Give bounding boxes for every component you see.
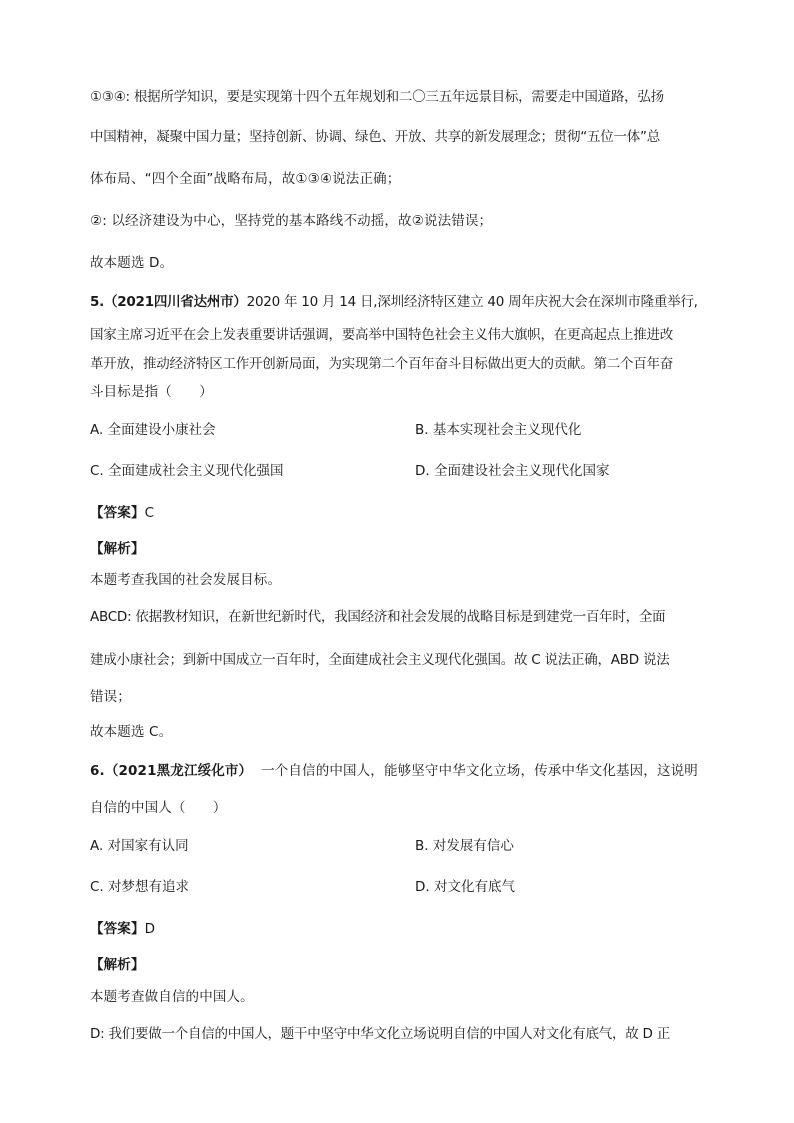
q6-stem-line-1 xyxy=(90,761,698,781)
q5-option-a-text: 全面建设小康社会 xyxy=(107,422,216,438)
q6-stem-line-2: 自信的中国人（ ） xyxy=(90,800,227,816)
q6-analysis-line-1: 本题考查做自信的中国人。 xyxy=(90,989,254,1005)
q5-answer-value: C xyxy=(144,505,155,521)
q5-stem-line-3: 革开放，推动经济特区工作开创新局面，为实现第二个百年奋斗目标做出更大的贡献。第二个百年奋 xyxy=(90,356,673,372)
q5-analysis-line-2: ABCD: 依据教材知识，在新世纪新时代，我国经济和社会发展的战略目标是到建党一百年时，全面 xyxy=(90,609,666,625)
q5-option-b xyxy=(415,420,581,440)
q5-option-c-letter: C. xyxy=(90,463,104,479)
q5-option-a-letter: A. xyxy=(90,422,104,438)
q5-answer xyxy=(90,503,154,523)
q4-analysis-line-4: ②: 以经济建设为中心，坚持党的基本路线不动摇，故②说法错误； xyxy=(90,213,493,229)
q6-option-c-letter: C. xyxy=(90,879,104,895)
q5-analysis-line-3: 建成小康社会；到新中国成立一百年时，全面建成社会主义现代化强国。故 C 说法正确，ABD 说法 xyxy=(90,652,670,668)
q5-stem-line-1 xyxy=(90,292,698,312)
q6-source: 6.（2021黑龙江绥化市） xyxy=(90,763,253,779)
q5-option-d-letter: D. xyxy=(415,463,430,479)
q6-option-b xyxy=(415,836,514,856)
q6-answer-label: 【答案】 xyxy=(90,921,145,937)
q6-answer-value: D xyxy=(144,921,156,937)
q6-answer xyxy=(90,919,155,939)
q4-analysis-line-1: ①③④: 根据所学知识，要是实现第十四个五年规划和二〇三五年远景目标，需要走中国道路，弘扬 xyxy=(90,89,664,105)
q5-source: 5.（2021四川省达州市） xyxy=(90,294,247,310)
q6-option-b-text: 对发展有信心 xyxy=(432,838,514,854)
q5-stem-line-2: 国家主席习近平在会上发表重要讲话强调，要高举中国特色社会主义伟大旗帜，在更高起点上推进改 xyxy=(90,327,673,343)
q5-stem-line-4: 斗目标是指（ ） xyxy=(90,384,213,400)
q5-analysis-line-1: 本题考查我国的社会发展目标。 xyxy=(90,572,282,588)
q6-option-a-letter: A. xyxy=(90,838,104,854)
q5-option-d-text: 全面建设社会主义现代化国家 xyxy=(433,463,610,479)
q5-answer-label: 【答案】 xyxy=(90,505,145,521)
q6-option-c-text: 对梦想有追求 xyxy=(108,879,190,895)
q5-analysis-line-4: 错误； xyxy=(90,689,131,705)
q5-option-c xyxy=(90,461,284,481)
q6-stem-text-1: 一个自信的中国人，能够坚守中华文化立场，传承中华文化基因，这说明 xyxy=(261,763,698,779)
q6-analysis-label: 【解析】 xyxy=(90,957,145,973)
q5-option-a xyxy=(90,420,216,440)
q6-option-d xyxy=(415,877,515,897)
q4-analysis-line-2: 中国精神，凝聚中国力量；坚持创新、协调、绿色、开放、共享的新发展理念；贯彻“五位一体”总 xyxy=(90,129,660,145)
q5-option-c-text: 全面建成社会主义现代化强国 xyxy=(108,463,284,479)
q6-option-d-letter: D. xyxy=(415,879,430,895)
q6-option-d-text: 对文化有底气 xyxy=(433,879,515,895)
q6-analysis-line-2: D: 我们要做一个自信的中国人，题干中坚守中华文化立场说明自信的中国人对文化有底气，故 D 正 xyxy=(90,1026,670,1042)
q6-option-b-letter: B. xyxy=(415,838,429,854)
q5-stem-text-1: 2020 年 10 月 14 日,深圳经济特区建立 40 周年庆祝大会在深圳市隆重举行, xyxy=(246,294,698,310)
q5-analysis-label: 【解析】 xyxy=(90,541,145,557)
q5-option-d xyxy=(415,461,609,481)
q6-option-a xyxy=(90,836,189,856)
q6-option-c xyxy=(90,877,189,897)
q4-analysis-line-3: 体布局、“四个全面”战略布局，故①③④说法正确； xyxy=(90,171,401,187)
q5-option-b-letter: B. xyxy=(415,422,429,438)
q5-option-b-text: 基本实现社会主义现代化 xyxy=(432,422,582,438)
q5-conclusion: 故本题选 C。 xyxy=(90,724,173,740)
q4-conclusion: 故本题选 D。 xyxy=(90,255,174,271)
q6-option-a-text: 对国家有认同 xyxy=(107,838,189,854)
